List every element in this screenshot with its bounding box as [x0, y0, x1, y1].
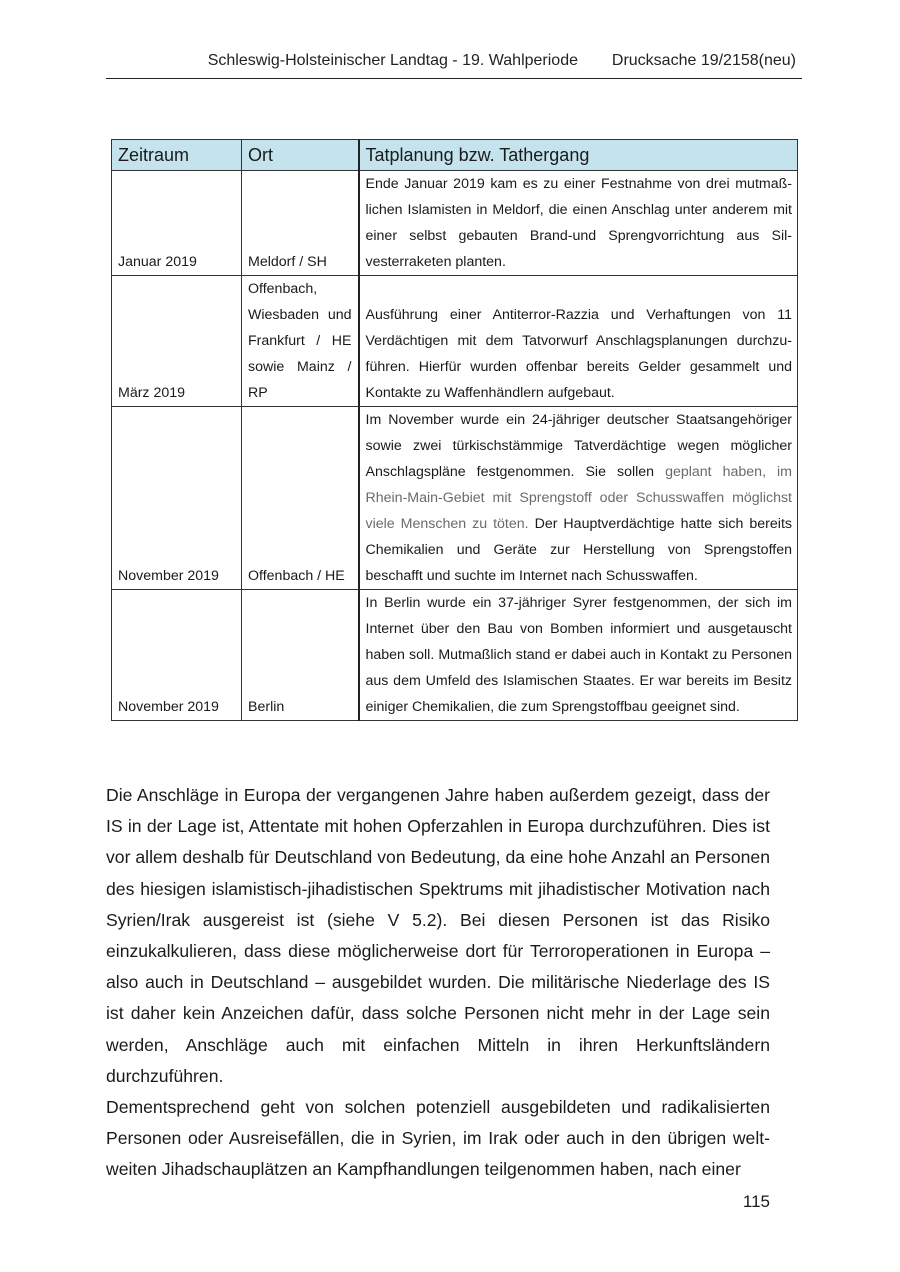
page-number: 115: [742, 1192, 770, 1211]
column-header-place: Ort: [242, 140, 359, 171]
cell-period: Januar 2019: [112, 171, 242, 276]
cell-description: Ausführung einer Antiterror-Razzia und Verhaftungen von 11 Verdächtigen mit dem Tatvorwurf Anschlagsplanungen durchzuführen. Hierfür wurden offenbar bereits Gelder gesammelt und Kontakte zu Waffenhändlern aufgebaut.: [359, 276, 798, 407]
page-header: [106, 52, 802, 79]
table-row: [112, 276, 798, 407]
header-title: Schleswig-Holsteinischer Landtag - 19. Wahlperiode: [207, 52, 578, 69]
cell-description: In Berlin wurde ein 37-jähriger Syrer festgenommen, der sich im Internet über den Bau von Bomben informiert und ausgetauscht haben soll. Mutmaßlich stand er dabei auch in Kontakt zu Personen aus dem Umfeld des Islamischen Staates. Er war bereits im Besitz einiger Chemikalien, die zum Sprengstoffbau geeignet sind.: [359, 590, 798, 721]
cell-place: Offenbach, Wiesbaden und Frankfurt / HE sowie Mainz / RP: [242, 276, 359, 407]
paragraph: Die Anschläge in Europa der vergangenen Jahre haben außerdem gezeigt, dass der IS in der Lage ist, Attentate mit hohen Opferzahlen in Europa durchzuführen. Dies ist vor allem deshalb für Deutschland von Bedeutung, da eine hohe Anzahl an Personen des hiesigen islamistisch-jihadistischen Spektrums mit jihadistischer Motivation nach Syrien/Irak ausgereist ist (siehe V 5.2). Bei diesen Personen ist das Risiko einzukalkulieren, dass diese möglicherweise dort für Terroroperationen in Europa – also auch in Deutschland – ausgebildet wurden. Die militärische Niederlage des IS ist daher kein Anzeichen dafür, dass solche Personen nicht mehr in der Lage sein werden, Anschläge auch mit einfachen Mitteln in ihren Herkunftsländern durchzuführen.: [106, 785, 770, 1086]
cell-description: Ende Januar 2019 kam es zu einer Festnahme von drei mutmaßlichen Islamisten in Meldorf, die einen Anschlag unter anderem mit einer selbst gebauten Brand-und Sprengvorrichtung aus Silvesterraketen planten.: [359, 171, 798, 276]
cell-description: [359, 407, 798, 590]
description-text: Im November wurde ein 24-jähriger deutscher Staatsangehöriger sowie zwei türkischstämmige Tatverdächtige wegen möglicher Anschlagspläne festgenommen. Sie sollen: [365, 412, 792, 480]
table-row: [112, 590, 798, 721]
cell-place: Meldorf / SH: [242, 171, 359, 276]
description-text-highlight: geplant haben, im Rhein-Main-Gebiet mit Sprengstoff oder Schusswaffen möglichst viele Menschen zu töten.: [365, 464, 792, 532]
cell-place: Offenbach / HE: [242, 407, 359, 590]
cell-place: Berlin: [242, 590, 359, 721]
description-text: Der Hauptverdächtige hatte sich bereits Chemikalien und Geräte zur Herstellung von Sprengstoffen beschafft und suchte im Internet nach Schusswaffen.: [365, 516, 792, 584]
column-header-period: Zeitraum: [112, 140, 242, 171]
cell-period: März 2019: [112, 276, 242, 407]
cell-period: November 2019: [112, 407, 242, 590]
table-row: [112, 171, 798, 276]
table-row: [112, 407, 798, 590]
body-text: [106, 780, 770, 1186]
events-table: [111, 139, 798, 721]
column-header-description: Tatplanung bzw. Tathergang: [359, 140, 798, 171]
paragraph: Dementsprechend geht von solchen potenziell ausgebildeten und radikalisierten Personen oder Ausreisefällen, die in Syrien, im Irak oder auch in den übrigen weltweiten Jihadschauplätzen an Kampfhandlungen teilgenommen haben, nach einer: [106, 1097, 770, 1180]
header-doc-number: Drucksache 19/2158(neu): [611, 52, 796, 69]
cell-period: November 2019: [112, 590, 242, 721]
table-header-row: [112, 140, 798, 171]
